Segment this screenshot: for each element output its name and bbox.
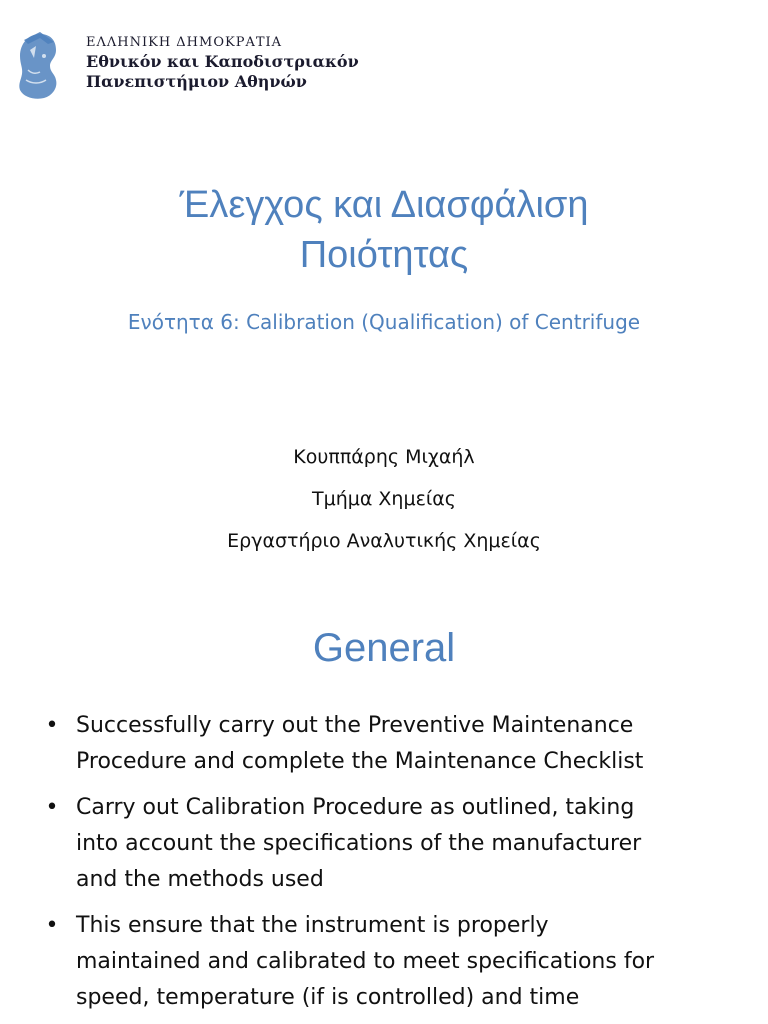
university-name <box>86 34 359 92</box>
bullet-line: and the methods used <box>76 867 324 892</box>
slide-title <box>0 180 768 280</box>
athena-head-logo-icon <box>14 30 62 102</box>
university-name-line2: Πανεπιστήμιον Αθηνών <box>86 72 307 91</box>
bullet-line: This ensure that the instrument is properly <box>76 913 549 938</box>
department-name: Τμήμα Χημείας <box>312 488 456 510</box>
slide-title-line2: Ποιότητας <box>299 234 469 276</box>
bullet-list <box>42 708 742 1024</box>
author-name: Κουππάρης Μιχαήλ <box>293 446 475 468</box>
republic-label: ΕΛΛΗΝΙΚΗ ΔΗΜΟΚΡΑΤΙΑ <box>86 35 283 50</box>
lab-name: Εργαστήριο Αναλυτικής Χημείας <box>227 530 541 552</box>
general-heading: General <box>312 626 456 670</box>
list-item <box>42 908 742 1016</box>
university-header <box>14 30 359 102</box>
bullet-line: Carry out Calibration Procedure as outlined, taking <box>76 795 635 820</box>
list-item <box>42 790 742 898</box>
bullet-line: speed, temperature (if is controlled) and time <box>76 985 580 1010</box>
list-item <box>42 708 742 780</box>
bullet-line: Successfully carry out the Preventive Maintenance <box>76 713 634 738</box>
author-block <box>0 436 768 562</box>
bullet-icon: • <box>45 795 59 820</box>
bullet-line: into account the specifications of the manufacturer <box>76 831 642 856</box>
slide-title-line1: Έλεγχος και Διασφάλιση <box>179 184 589 226</box>
bullet-line: maintained and calibrated to meet specifications for <box>76 949 655 974</box>
bullet-icon: • <box>45 913 59 938</box>
bullet-icon: • <box>45 713 59 738</box>
university-name-line1: Εθνικόν και Καποδιστριακόν <box>86 52 359 71</box>
bullet-line: Procedure and complete the Maintenance Checklist <box>76 749 644 774</box>
slide-subtitle: Ενότητα 6: Calibration (Qualification) of Centrifuge <box>127 310 641 334</box>
